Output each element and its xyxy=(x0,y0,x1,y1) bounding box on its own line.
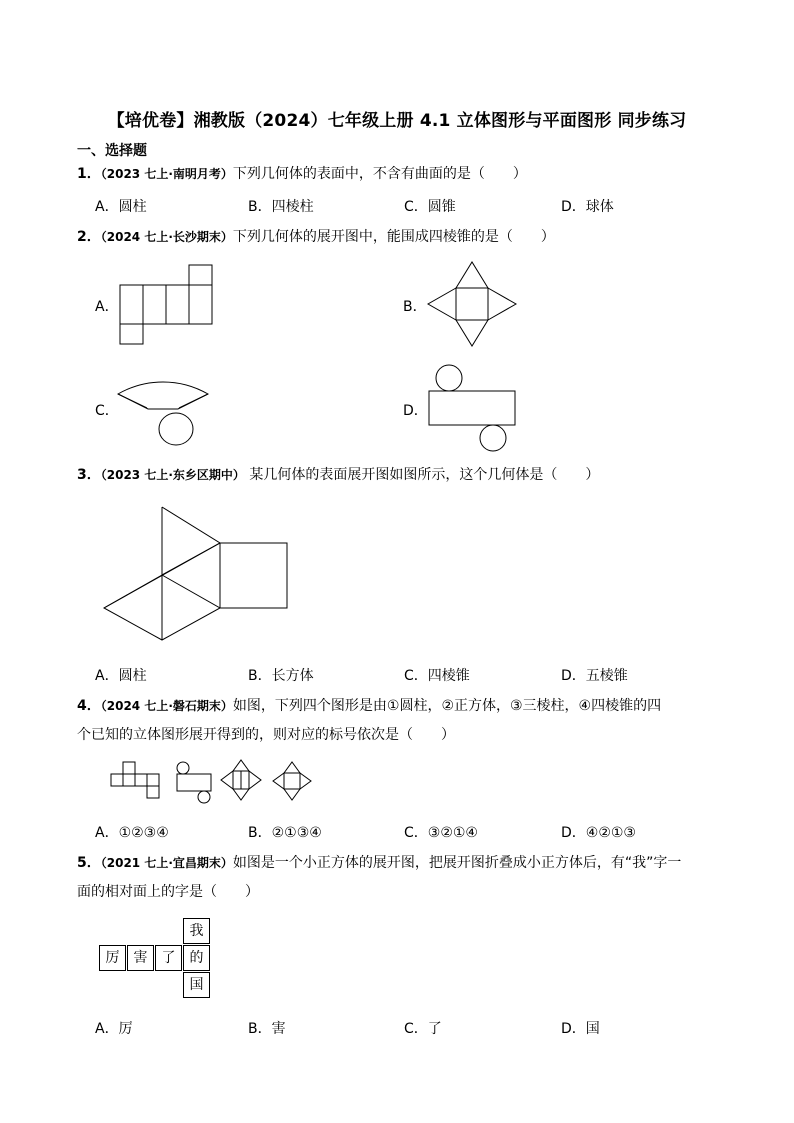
question-source: （2024 七上·长沙期末） xyxy=(100,230,233,244)
cube-face-li: 厉 xyxy=(99,945,126,971)
q3-option-a[interactable]: A．圆柱 xyxy=(95,668,147,684)
question-number: 1． xyxy=(77,166,101,182)
page-title: 【培优卷】湘教版（2024）七年级上册 4.1 立体图形与平面图形 同步练习 xyxy=(107,111,687,131)
question-number: 2． xyxy=(77,229,101,245)
q1-option-c[interactable]: C．圆锥 xyxy=(404,199,456,215)
cube-face-guo: 国 xyxy=(183,972,210,998)
q2-option-b-label[interactable]: B． xyxy=(403,299,427,315)
q5-option-d[interactable]: D．国 xyxy=(561,1021,600,1037)
q1-option-d[interactable]: D．球体 xyxy=(561,199,614,215)
q2-option-a-label[interactable]: A． xyxy=(95,299,119,315)
question-source: （2024 七上·磐石期末） xyxy=(100,699,233,713)
cube-face-hai: 害 xyxy=(127,945,154,971)
q2-option-c-label[interactable]: C． xyxy=(95,403,119,419)
q3-option-c[interactable]: C．四棱锥 xyxy=(404,668,470,684)
q5-option-b[interactable]: B．害 xyxy=(248,1021,286,1037)
question-source: （2023 七上·东乡区期中） xyxy=(100,468,245,482)
q4-option-c[interactable]: C．③②①④ xyxy=(404,825,478,841)
cube-face-wo: 我 xyxy=(183,918,210,944)
cube-face-le: 了 xyxy=(155,945,182,971)
question-number: 3． xyxy=(77,467,101,483)
question-stem: 下列几何体的展开图中，能围成四棱锥的是（ ） xyxy=(232,229,555,245)
q3-option-d[interactable]: D．五棱锥 xyxy=(561,668,628,684)
question-5 xyxy=(77,853,681,873)
question-stem: 某几何体的表面展开图如图所示，这个几何体是（ ） xyxy=(244,467,600,483)
question-number: 4． xyxy=(77,698,101,714)
q4-option-d[interactable]: D．④②①③ xyxy=(561,825,636,841)
question-stem: 如图是一个小正方体的展开图，把展开图折叠成小正方体后，有“我”字一 xyxy=(232,855,682,871)
q4-option-b[interactable]: B．②①③④ xyxy=(248,825,322,841)
q1-option-b[interactable]: B．四棱柱 xyxy=(248,199,314,215)
q5-option-c[interactable]: C．了 xyxy=(404,1021,442,1037)
question-stem: 如图，下列四个图形是由①圆柱，②正方体，③三棱柱，④四棱锥的四 xyxy=(232,698,662,714)
q5-option-a[interactable]: A．厉 xyxy=(95,1021,133,1037)
q4-option-a[interactable]: A．①②③④ xyxy=(95,825,169,841)
question-source: （2021 七上·宜昌期末） xyxy=(100,856,233,870)
cube-face-de: 的 xyxy=(183,945,210,971)
question-4-line-2: 个已知的立体图形展开得到的，则对应的标号依次是（ ） xyxy=(77,727,455,743)
section-heading: 一、选择题 xyxy=(77,143,147,159)
question-number: 5． xyxy=(77,855,101,871)
question-5-line-2: 面的相对面上的字是（ ） xyxy=(77,884,259,900)
q1-option-a[interactable]: A．圆柱 xyxy=(95,199,147,215)
q2-option-d-label[interactable]: D． xyxy=(403,403,428,419)
q3-option-b[interactable]: B．长方体 xyxy=(248,668,314,684)
question-stem: 下列几何体的表面中，不含有曲面的是（ ） xyxy=(232,166,527,182)
question-source: （2023 七上·南明月考） xyxy=(100,167,233,181)
